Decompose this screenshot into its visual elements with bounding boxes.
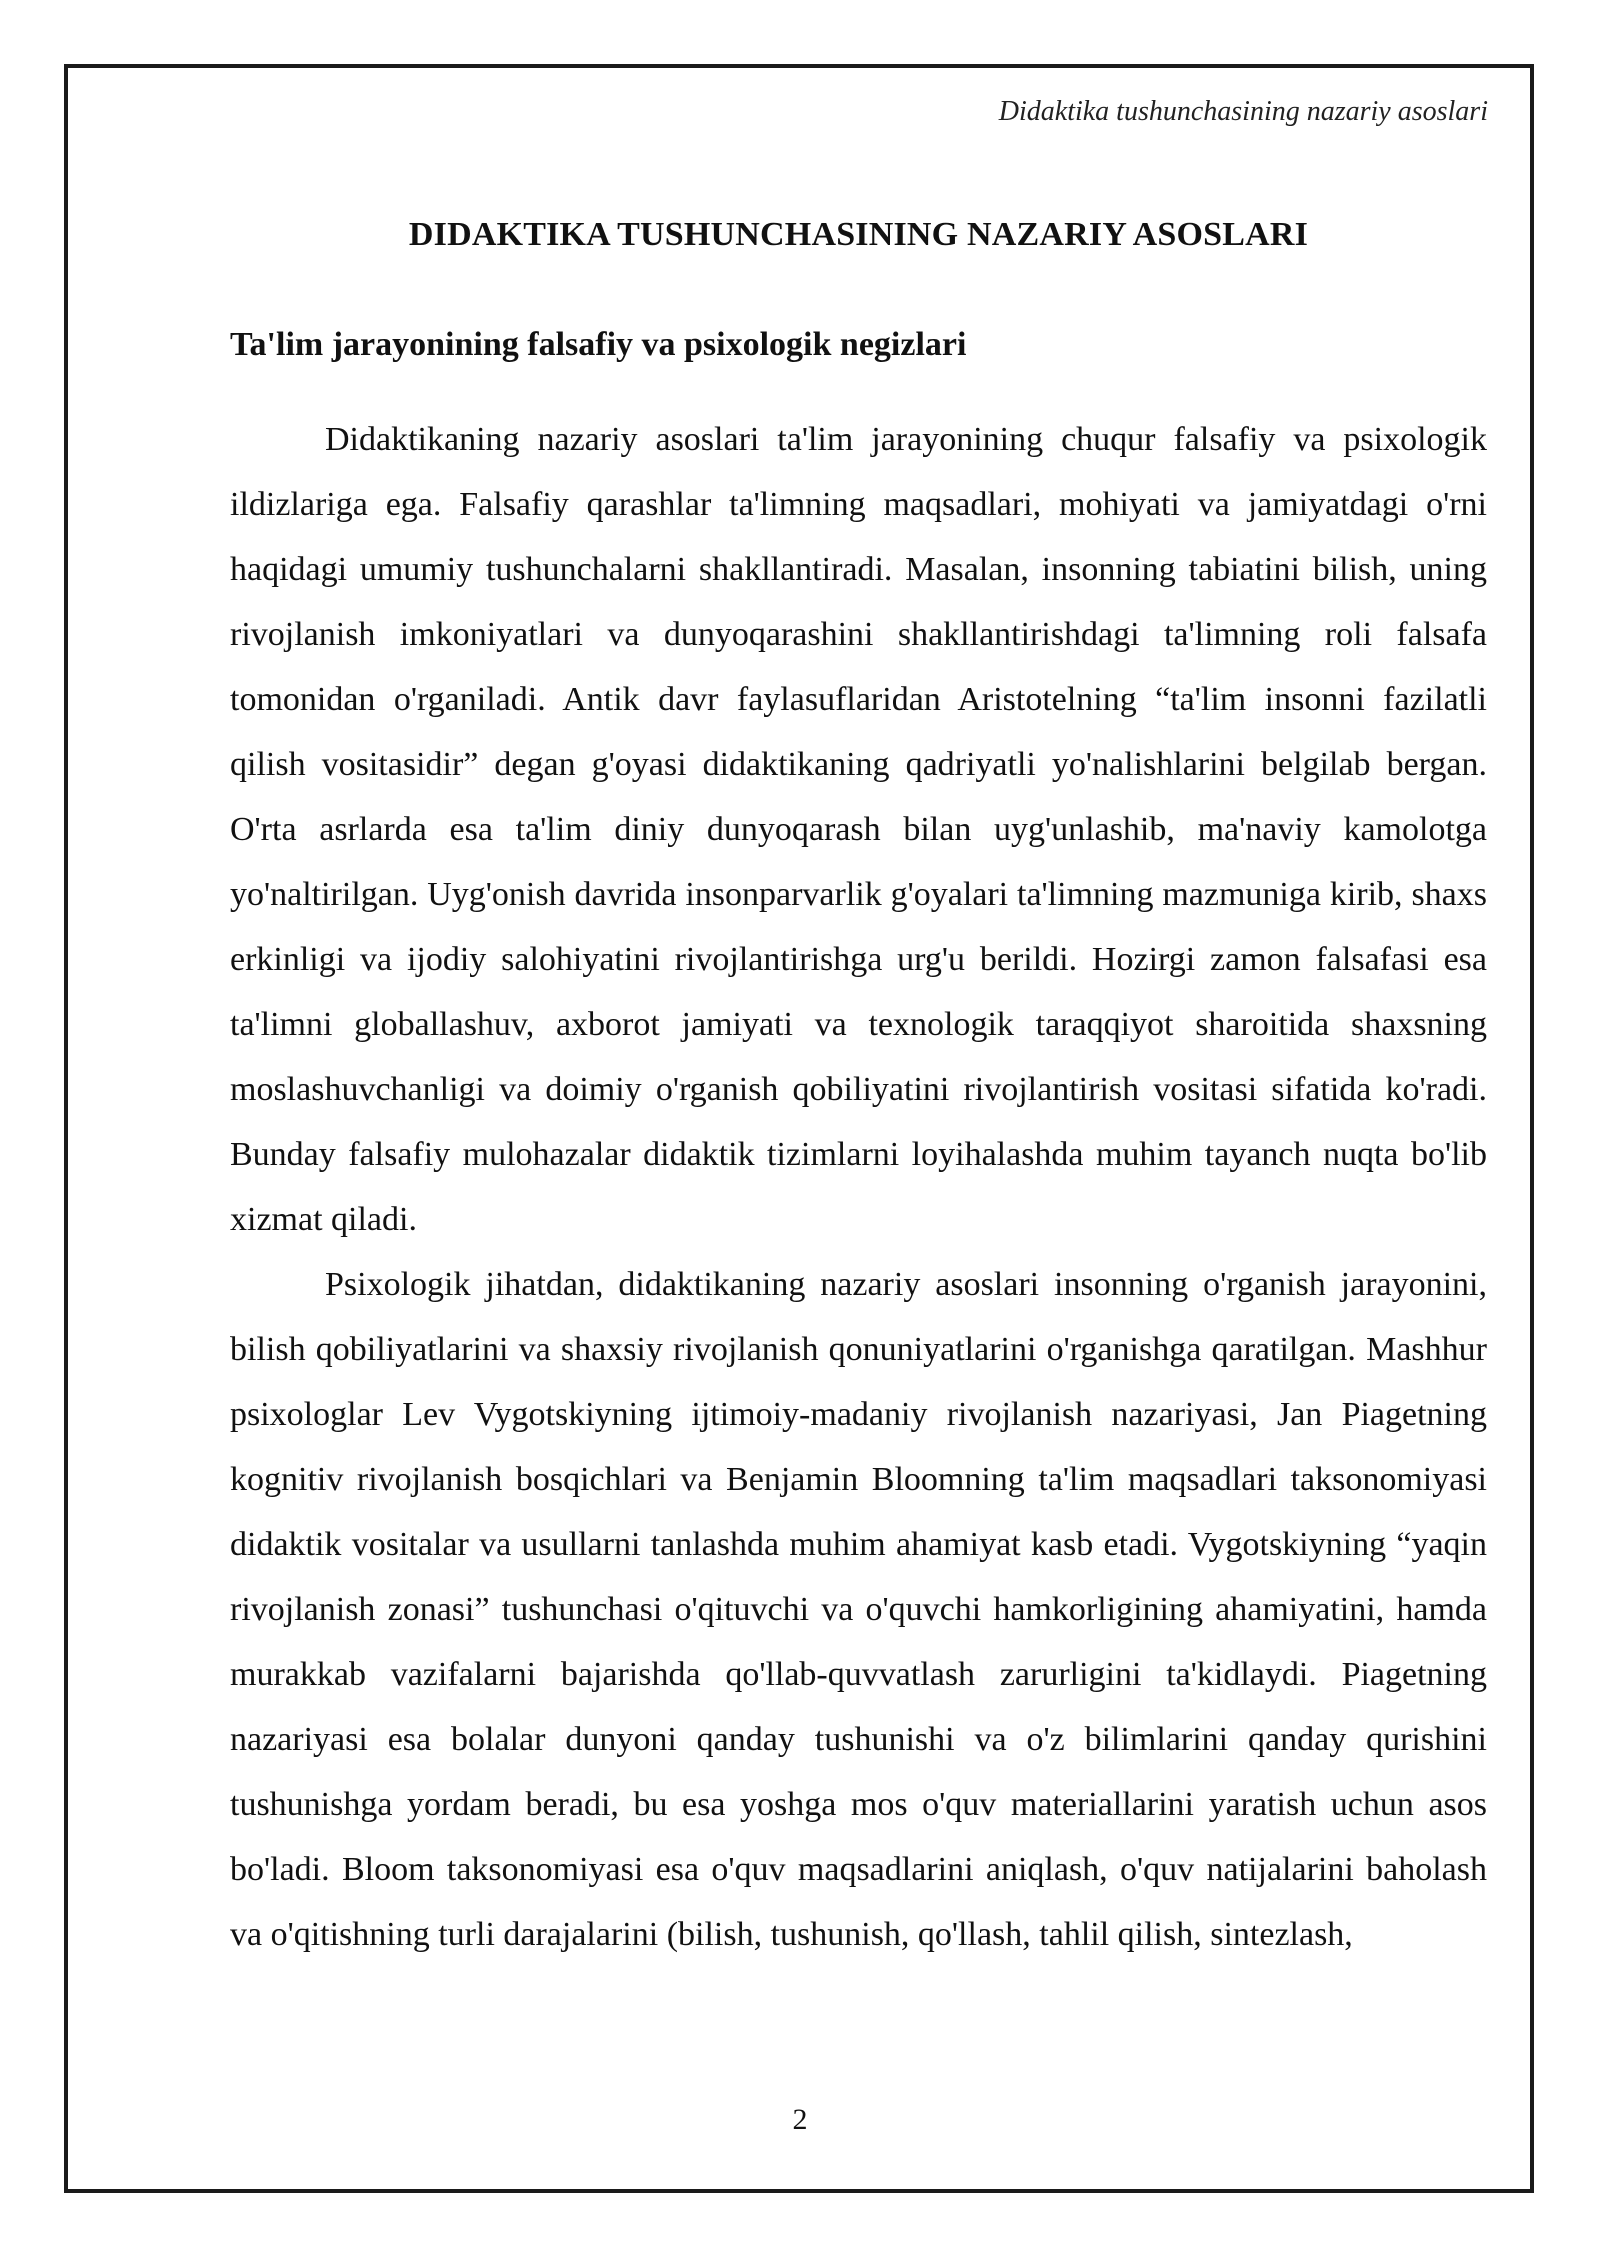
document-title: DIDAKTIKA TUSHUNCHASINING NAZARIY ASOSLARI (408, 216, 1309, 253)
body-text (230, 407, 1487, 1967)
paragraph: Didaktikaning nazariy asoslari ta'lim jarayonining chuqur falsafiy va psixologik ildizlariga ega. Falsafiy qarashlar ta'limning maqsadlari, mohiyati va jamiyatdagi o'rni haqidagi umumiy tushunchalarni shakllantiradi. Masalan, insonning tabiatini bilish, uning rivojlanish imkoniyatlari va dunyoqarashini shakllantirishdagi ta'limning roli falsafa tomonidan o'rganiladi. Antik davr faylasuflaridan Aristotelning “ta'lim insonni fazilatli qilish vositasidir” degan g'oyasi didaktikaning qadriyatli yo'nalishlarini belgilab bergan. O'rta asrlarda esa ta'lim diniy dunyoqarash bilan uyg'unlashib, ma'naviy kamolotga yo'naltirilgan. Uyg'onish davrida insonparvarlik g'oyalari ta'limning mazmuniga kirib, shaxs erkinligi va ijodiy salohiyatini rivojlantirishga urg'u berildi. Hozirgi zamon falsafasi esa ta'limni globallashuv, axborot jamiyati va texnologik taraqqiyot sharoitida shaxsning moslashuvchanligi va doimiy o'rganish qobiliyatini rivojlantirish vositasi sifatida ko'radi. Bunday falsafiy mulohazalar didaktik tizimlarni loyihalashda muhim tayanch nuqta bo'lib xizmat qiladi. (230, 421, 1487, 1238)
paragraph: Psixologik jihatdan, didaktikaning nazariy asoslari insonning o'rganish jarayonini, bilish qobiliyatlarini va shaxsiy rivojlanish qonuniyatlarini o'rganishga qaratilgan. Mashhur psixologlar Lev Vygotskiyning ijtimoiy-madaniy rivojlanish nazariyasi, Jan Piagetning kognitiv rivojlanish bosqichlari va Benjamin Bloomning ta'lim maqsadlari taksonomiyasi didaktik vositalar va usullarni tanlashda muhim ahamiyat kasb etadi. Vygotskiyning “yaqin rivojlanish zonasi” tushunchasi o'qituvchi va o'quvchi hamkorligining ahamiyatini, hamda murakkab vazifalarni bajarishda qo'llab-quvvatlash zarurligini ta'kidlaydi. Piagetning nazariyasi esa bolalar dunyoni qanday tushunishi va o'z bilimlarini qanday qurishini tushunishga yordam beradi, bu esa yoshga mos o'quv materiallarini yaratish uchun asos bo'ladi. Bloom taksonomiyasi esa o'quv maqsadlarini aniqlash, o'quv natijalarini baholash va o'qitishning turli darajalarini (bilish, tushunish, qo'llash, tahlil qilish, sintezlash, (230, 1266, 1487, 1953)
section-heading: Ta'lim jarayonining falsafiy va psixologik negizlari (230, 326, 967, 363)
running-header: Didaktika tushunchasining nazariy asoslari (998, 96, 1488, 127)
page-number: 2 (792, 2103, 808, 2136)
